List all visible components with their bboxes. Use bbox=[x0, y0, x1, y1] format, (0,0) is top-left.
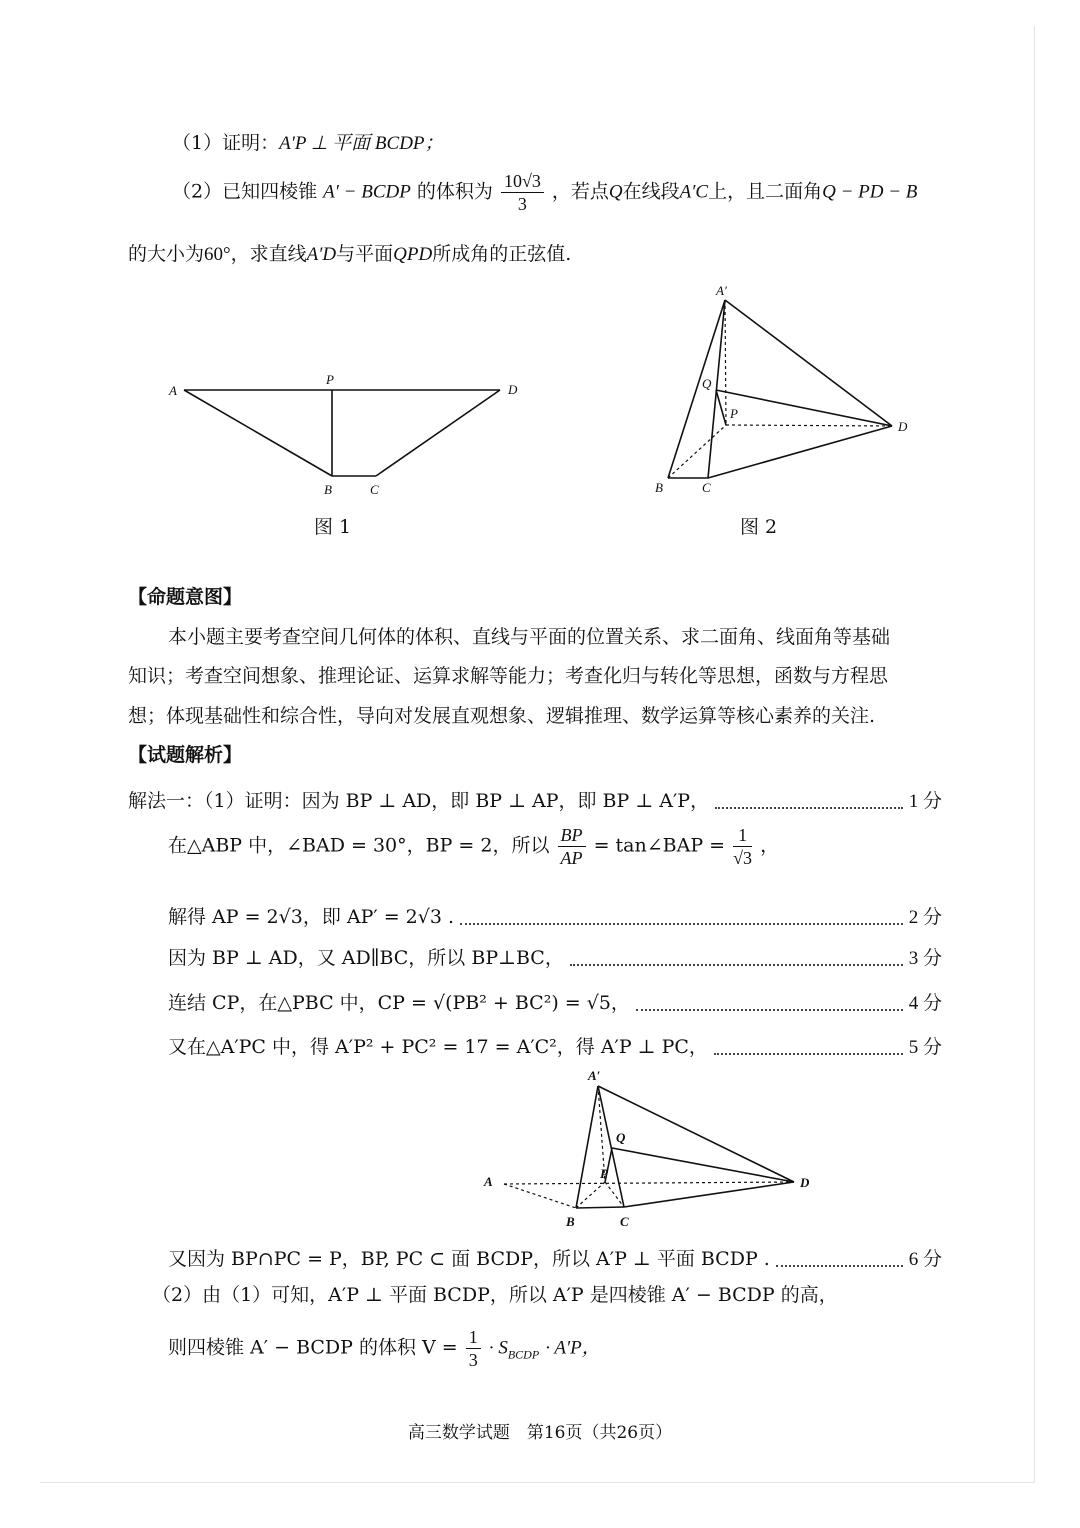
figure-1-trapezoid bbox=[160, 370, 540, 500]
step-5-score: 4 分 bbox=[908, 993, 942, 1014]
fig3-label-c: C bbox=[620, 1214, 629, 1229]
volume-fraction bbox=[501, 172, 544, 213]
leader-dots bbox=[714, 1053, 903, 1055]
fraction-numerator: 1 bbox=[466, 1328, 481, 1349]
step-9-text-c: · A′P， bbox=[545, 1337, 601, 1359]
fig3-edge-cd bbox=[624, 1182, 794, 1207]
leader-dots bbox=[715, 807, 903, 809]
q2-segment: A′C bbox=[679, 181, 709, 203]
fig2-edge-qp bbox=[716, 390, 726, 425]
step-4-score: 3 分 bbox=[908, 948, 942, 969]
fig3-edge-apb bbox=[576, 1086, 598, 1208]
step-9-text-a: 则四棱锥 A′ − BCDP 的体积 V = bbox=[168, 1336, 458, 1359]
intent-paragraph-line-3: 想；体现基础性和综合性，导向对发展直观想象、逻辑推理、数学运算等核心素养的关注. bbox=[128, 705, 876, 727]
solution-step-4 bbox=[168, 943, 942, 970]
leader-dots bbox=[636, 1009, 903, 1011]
q2-text-b: ，若点 bbox=[551, 180, 609, 203]
step-3-score: 2 分 bbox=[908, 907, 942, 928]
step-2-text-a: 在△ABP 中，∠BAD = 30°，BP = 2，所以 bbox=[168, 834, 550, 857]
fig3-label-p: P bbox=[600, 1166, 608, 1181]
fig3-label-d: D bbox=[800, 1175, 810, 1190]
step-9-text-b: · S bbox=[488, 1337, 508, 1359]
fig3-label-a: A bbox=[484, 1174, 493, 1189]
solution-step-2 bbox=[168, 826, 779, 867]
step-1-text: 解法一：（1）证明：因为 BP ⊥ AD，即 BP ⊥ AP，即 BP ⊥ A′P， bbox=[128, 790, 710, 812]
leader-dots bbox=[776, 1265, 903, 1267]
intent-paragraph-line-1: 本小题主要考查空间几何体的体积、直线与平面的位置关系、求二面角、线面角等基础 bbox=[168, 626, 891, 648]
bp-over-ap-fraction bbox=[558, 826, 586, 867]
q2-line2-a: 的大小为 bbox=[128, 243, 205, 265]
area-subscript: BCDP bbox=[507, 1347, 540, 1362]
volume-numerator: 10√3 bbox=[501, 172, 544, 193]
figure-1-caption: 图 1 bbox=[314, 516, 352, 538]
fig2-label-q: Q bbox=[702, 376, 712, 391]
step-6-score: 5 分 bbox=[908, 1037, 942, 1058]
solution-step-5 bbox=[168, 988, 942, 1015]
q1-label: （1）证明： bbox=[172, 132, 280, 154]
fig2-edge-qd bbox=[716, 390, 892, 426]
q2-text-d: 上，且二面角 bbox=[708, 180, 823, 203]
step-7-text: 又因为 BP∩PC = P，BP, PC ⊂ 面 BCDP，所以 A′P ⊥ 平面 BCDP . bbox=[168, 1248, 770, 1270]
fig1-label-b: B bbox=[324, 482, 332, 497]
q2-angle: Q − PD − B bbox=[822, 181, 918, 203]
fig2-edge-cd bbox=[708, 426, 892, 478]
fig3-dashed-ab bbox=[504, 1184, 576, 1208]
fig2-dashed-pd bbox=[726, 425, 892, 426]
solution-step-7 bbox=[168, 1244, 942, 1271]
fig2-edge-apd bbox=[725, 300, 892, 426]
fig1-label-c: C bbox=[370, 482, 379, 497]
solution-step-6 bbox=[168, 1032, 942, 1059]
question-part-2 bbox=[172, 172, 917, 213]
fig2-label-b: B bbox=[655, 480, 663, 495]
fraction-denominator: AP bbox=[560, 848, 583, 868]
one-over-root3-fraction bbox=[733, 826, 752, 867]
fig2-label-p: P bbox=[730, 406, 738, 421]
fig3-edge-apd bbox=[598, 1086, 794, 1182]
fig3-dashed-ad bbox=[504, 1182, 794, 1184]
step-7-score: 6 分 bbox=[908, 1249, 942, 1270]
q2-line2-d: 所成角的正弦值. bbox=[432, 243, 572, 265]
fig1-label-d: D bbox=[508, 382, 518, 397]
figure-3-pyramid bbox=[478, 1064, 818, 1234]
one-third-fraction bbox=[466, 1328, 481, 1369]
fig2-label-d: D bbox=[898, 419, 908, 434]
fraction-numerator: 1 bbox=[733, 826, 752, 847]
q2-line2-b: ，求直线 bbox=[230, 243, 307, 265]
step-2-text-b: = tan∠BAP = bbox=[593, 834, 726, 857]
fig1-label-a: A bbox=[169, 383, 177, 398]
step-5-text: 连结 CP，在△PBC 中，CP = √(PB² + BC²) = √5， bbox=[168, 992, 630, 1014]
fraction-numerator: BP bbox=[558, 826, 586, 847]
figure-2-caption: 图 2 bbox=[740, 516, 778, 538]
q2-line2-c: 与平面 bbox=[336, 243, 394, 265]
fig3-label-q: Q bbox=[616, 1130, 626, 1145]
question-part-2-line-2 bbox=[128, 245, 571, 264]
fig1-segment-ab bbox=[184, 390, 332, 476]
q2-degree: 60° bbox=[204, 244, 231, 265]
solution-step-1 bbox=[128, 786, 942, 813]
solution-step-8: （2）由（1）可知，A′P ⊥ 平面 BCDP，所以 A′P 是四棱锥 A′ − BCDP 的高， bbox=[152, 1284, 838, 1306]
leader-dots bbox=[570, 964, 903, 966]
q2-point-q: Q bbox=[608, 181, 623, 203]
solution-step-9 bbox=[168, 1328, 601, 1369]
leader-dots bbox=[460, 923, 903, 925]
q2-label: （2）已知四棱锥 bbox=[172, 180, 318, 203]
q2-text-a: 的体积为 bbox=[416, 180, 493, 203]
fig3-edge-bc bbox=[576, 1207, 624, 1208]
fig3-edge-qd bbox=[612, 1148, 794, 1182]
page-footer: 高三数学试题 第16页（共26页） bbox=[407, 1423, 673, 1443]
figure-2-pyramid bbox=[650, 282, 920, 502]
intent-paragraph-line-2: 知识；考查空间想象、推理论证、运算求解等能力；考查化归与转化等思想，函数与方程思 bbox=[128, 665, 889, 687]
q2-text-c: 在线段 bbox=[622, 180, 680, 203]
q2-line-ad: A′D bbox=[306, 244, 337, 265]
fig1-label-p: P bbox=[326, 372, 334, 387]
fraction-denominator: 3 bbox=[468, 1350, 478, 1370]
question-part-1 bbox=[172, 134, 444, 153]
solution-step-3 bbox=[168, 902, 942, 929]
step-2-text-c: ， bbox=[760, 834, 780, 857]
fig3-label-ap: A′ bbox=[588, 1068, 601, 1083]
step-3-text: 解得 AP = 2√3，即 AP′ = 2√3 . bbox=[168, 906, 455, 928]
fig1-segment-cd bbox=[376, 390, 500, 476]
q2-plane: QPD bbox=[393, 244, 433, 265]
volume-denominator: 3 bbox=[517, 194, 527, 214]
step-4-text: 因为 BP ⊥ AD，又 AD∥BC，所以 BP⊥BC， bbox=[168, 947, 564, 969]
step-1-score: 1 分 bbox=[908, 791, 942, 812]
fig2-height-app bbox=[725, 300, 726, 425]
fig2-label-ap: A′ bbox=[716, 283, 727, 298]
fig2-label-c: C bbox=[702, 480, 711, 495]
intent-heading: 【命题意图】 bbox=[128, 586, 243, 608]
analysis-heading: 【试题解析】 bbox=[128, 744, 243, 766]
q2-pyramid: A′ − BCDP bbox=[323, 181, 411, 203]
step-6-text: 又在△A′PC 中，得 A′P² + PC² = 17 = A′C²，得 A′P ⊥ PC， bbox=[168, 1036, 708, 1058]
fig3-label-b: B bbox=[566, 1214, 575, 1229]
q1-expr: A′P ⊥ 平面 BCDP； bbox=[279, 133, 444, 154]
fraction-denominator: √3 bbox=[733, 848, 753, 868]
